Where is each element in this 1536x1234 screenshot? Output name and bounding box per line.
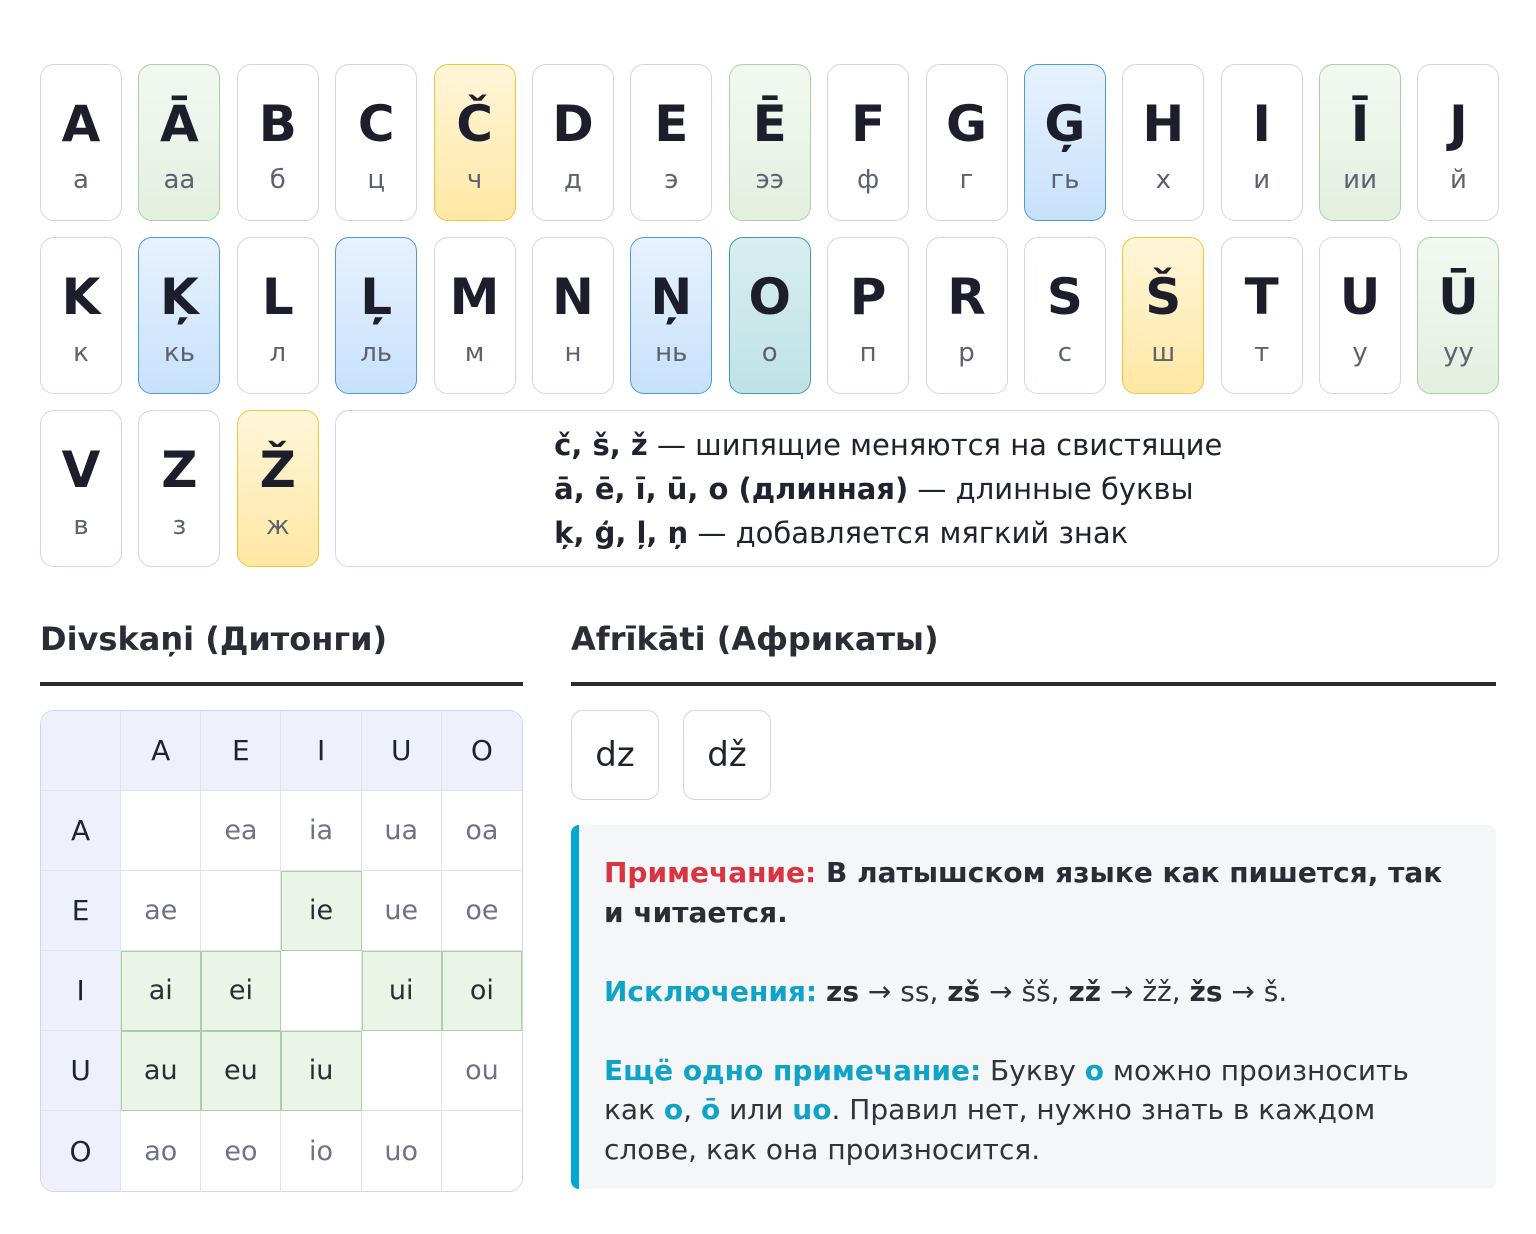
latin-letter: L <box>261 268 294 326</box>
letter-card[interactable] <box>630 237 712 394</box>
letter-card[interactable] <box>1417 237 1499 394</box>
exception-pair: žs <box>1189 974 1223 1008</box>
exception-pair: zž <box>1068 974 1102 1008</box>
latin-letter: Ķ <box>160 268 199 326</box>
diphthong-cell: au <box>121 1031 201 1111</box>
latin-letter: R <box>947 268 986 326</box>
cyrillic-sound: ж <box>266 511 290 541</box>
cyrillic-sound: й <box>1450 165 1467 195</box>
cyrillic-sound: а <box>73 165 89 195</box>
diphthong-cell: ia <box>281 791 361 871</box>
letter-card[interactable] <box>1221 64 1303 221</box>
latin-letter: F <box>851 95 886 153</box>
cyrillic-sound: б <box>269 165 286 195</box>
exception-result: → žž, <box>1101 974 1190 1008</box>
note-box <box>571 825 1496 1189</box>
diphthong-cell: uo <box>362 1111 442 1191</box>
rule-line-long <box>554 470 1193 508</box>
diphthong-cell: iu <box>281 1031 361 1111</box>
cyrillic-sound: ш <box>1151 338 1176 368</box>
note-label: Примечание: <box>604 856 817 889</box>
diphthong-cell <box>442 1111 522 1191</box>
letter-card[interactable] <box>827 237 909 394</box>
cyrillic-sound: д <box>563 165 582 195</box>
letter-card[interactable] <box>237 410 319 567</box>
row-header: A <box>41 791 121 871</box>
affricates-list <box>571 710 771 800</box>
latin-letter: G <box>945 95 988 153</box>
extra-note-label: Ещё одно примечание: <box>604 1053 982 1087</box>
cyrillic-sound: п <box>859 338 877 368</box>
rule-text: — добавляется мягкий знак <box>688 515 1129 550</box>
rule-letters: ķ, ģ, ļ, ņ <box>554 515 689 550</box>
letter-card[interactable] <box>926 64 1008 221</box>
latin-letter: Ē <box>752 95 787 153</box>
letter-card[interactable] <box>1024 64 1106 221</box>
cyrillic-sound: о <box>761 338 778 368</box>
latin-letter: Ļ <box>360 268 393 326</box>
cyrillic-sound: ф <box>857 165 880 195</box>
letter-card[interactable] <box>1122 237 1204 394</box>
diphthong-cell: eu <box>201 1031 281 1111</box>
letter-card[interactable] <box>335 64 417 221</box>
latin-letter: N <box>552 268 594 326</box>
exceptions-paragraph <box>604 972 1456 1012</box>
diphthongs-table <box>40 710 523 1192</box>
latin-letter: T <box>1244 268 1279 326</box>
letter-card[interactable] <box>532 237 614 394</box>
letter-card[interactable] <box>237 237 319 394</box>
latin-letter: Ž <box>259 441 296 499</box>
exception-pair: zš <box>947 974 981 1008</box>
latin-letter: Č <box>456 95 493 153</box>
letter-card[interactable] <box>827 64 909 221</box>
latin-letter: I <box>1252 95 1271 153</box>
diphthong-cell <box>281 951 361 1031</box>
diphthong-cell <box>362 1031 442 1111</box>
affricate-card-dz[interactable]: dz <box>571 710 659 800</box>
note-text: или <box>720 1093 793 1126</box>
latin-letter: P <box>849 268 887 326</box>
letter-card[interactable] <box>237 64 319 221</box>
column-header: A <box>121 711 201 791</box>
diphthong-cell: oi <box>442 951 522 1031</box>
latin-letter: Ņ <box>650 268 693 326</box>
diphthong-cell: ea <box>201 791 281 871</box>
cyrillic-sound: и <box>1253 165 1271 195</box>
exception-pair: zs <box>826 974 859 1008</box>
letter-card[interactable] <box>1319 64 1401 221</box>
cyrillic-sound: р <box>958 338 975 368</box>
letter-grid <box>40 64 1496 567</box>
column-header: E <box>201 711 281 791</box>
cyrillic-sound: ль <box>360 338 393 368</box>
latin-letter: S <box>1046 268 1083 326</box>
exception-result: → š. <box>1222 974 1288 1008</box>
diphthong-cell: oe <box>442 871 522 951</box>
latin-letter: H <box>1142 95 1185 153</box>
latin-letter: A <box>61 95 101 153</box>
diphthong-cell <box>121 791 201 871</box>
extra-note-paragraph <box>604 1051 1456 1170</box>
column-header: O <box>442 711 522 791</box>
latin-letter: C <box>357 95 395 153</box>
letter-card[interactable] <box>138 237 220 394</box>
cyrillic-sound: ч <box>466 165 483 195</box>
diphthong-cell: eo <box>201 1111 281 1191</box>
latin-letter: Ī <box>1350 95 1370 153</box>
letter-card[interactable] <box>40 237 122 394</box>
latin-letter: M <box>449 268 500 326</box>
affricates-title: Afrīkāti (Африкаты) <box>571 620 1496 686</box>
cyrillic-sound: м <box>464 338 485 368</box>
letter-card[interactable] <box>1024 237 1106 394</box>
row-header: O <box>41 1111 121 1191</box>
diphthong-cell: ao <box>121 1111 201 1191</box>
note-text: В латышском языке как пишется, так и читается. <box>604 856 1443 929</box>
letter-card[interactable] <box>1319 237 1401 394</box>
rule-letters: ā, ē, ī, ū, o (длинная) <box>554 471 909 506</box>
column-header: U <box>362 711 442 791</box>
note-text: , <box>683 1093 701 1126</box>
diphthong-cell: ae <box>121 871 201 951</box>
diphthong-cell: ei <box>201 951 281 1031</box>
note-text: . Правил нет, нужно знать в каждом слове, как она произносится. <box>604 1093 1376 1166</box>
letter-card[interactable] <box>532 64 614 221</box>
cyrillic-sound: ц <box>367 165 386 195</box>
cyrillic-sound: х <box>1155 165 1171 195</box>
row-header: I <box>41 951 121 1031</box>
diphthong-cell: ou <box>442 1031 522 1111</box>
diphthong-cell: ue <box>362 871 442 951</box>
diphthong-cell: oa <box>442 791 522 871</box>
cyrillic-sound: к <box>73 338 89 368</box>
cyrillic-sound: л <box>269 338 287 368</box>
cyrillic-sound: ии <box>1343 165 1377 195</box>
row-header: E <box>41 871 121 951</box>
diphthong-cell: io <box>281 1111 361 1191</box>
highlighted-letter: uo <box>792 1093 832 1126</box>
letter-card[interactable] <box>138 410 220 567</box>
latin-letter: B <box>258 95 297 153</box>
latin-letter: Š <box>1145 268 1182 326</box>
latin-letter: Z <box>161 441 198 499</box>
letter-card[interactable] <box>434 64 516 221</box>
rules-card <box>335 410 1499 567</box>
rule-line-soft <box>554 514 1128 552</box>
latin-letter: V <box>61 441 101 499</box>
latin-letter: O <box>748 268 791 326</box>
letter-card[interactable] <box>729 237 811 394</box>
letter-card[interactable] <box>40 410 122 567</box>
column-header: I <box>281 711 361 791</box>
cyrillic-sound: ээ <box>755 165 784 195</box>
table-corner <box>41 711 121 791</box>
cyrillic-sound: нь <box>655 338 688 368</box>
latin-letter: K <box>61 268 101 326</box>
latin-letter: J <box>1449 95 1468 153</box>
letter-card[interactable] <box>40 64 122 221</box>
letter-card[interactable] <box>1417 64 1499 221</box>
cyrillic-sound: н <box>564 338 582 368</box>
exceptions-label: Исключения: <box>604 974 818 1008</box>
diphthong-cell <box>201 871 281 951</box>
cyrillic-sound: в <box>73 511 89 541</box>
letter-card[interactable] <box>729 64 811 221</box>
exception-result: → šš, <box>980 974 1069 1008</box>
diphthong-cell: ui <box>362 951 442 1031</box>
latin-letter: U <box>1339 268 1381 326</box>
rule-text: — шипящие меняются на свистящие <box>647 427 1223 462</box>
letter-card[interactable] <box>335 237 417 394</box>
letter-card[interactable] <box>434 237 516 394</box>
latin-letter: Ā <box>160 95 199 153</box>
cyrillic-sound: аа <box>163 165 196 195</box>
rule-letters: č, š, ž <box>554 427 648 462</box>
latin-letter: D <box>552 95 594 153</box>
cyrillic-sound: т <box>1254 338 1270 368</box>
cyrillic-sound: уу <box>1443 338 1474 368</box>
letter-card[interactable] <box>926 237 1008 394</box>
letter-card[interactable] <box>138 64 220 221</box>
note-text: Букву <box>981 1053 1085 1087</box>
letter-card[interactable] <box>1122 64 1204 221</box>
affricate-card-dzh[interactable]: dž <box>683 710 771 800</box>
cyrillic-sound: с <box>1057 338 1073 368</box>
letter-card[interactable] <box>1221 237 1303 394</box>
cyrillic-sound: у <box>1352 338 1368 368</box>
rule-text: — длинные буквы <box>908 471 1194 506</box>
cyrillic-sound: гь <box>1050 165 1080 195</box>
highlighted-letter: ō <box>700 1093 721 1126</box>
cyrillic-sound: кь <box>163 338 195 368</box>
cyrillic-sound: э <box>664 165 679 195</box>
note-text: можно произносить как <box>604 1053 1409 1126</box>
diphthong-cell: ai <box>121 951 201 1031</box>
diphthongs-title: Divskaņi (Дитонги) <box>40 620 523 686</box>
cyrillic-sound: г <box>959 165 974 195</box>
alphabet-section <box>40 64 1496 567</box>
latin-letter: E <box>654 95 689 153</box>
diphthong-cell: ie <box>281 871 361 951</box>
exception-result: → ss, <box>859 974 948 1008</box>
note-paragraph-main <box>604 853 1456 932</box>
highlighted-letter: o <box>663 1093 684 1126</box>
cyrillic-sound: з <box>172 511 187 541</box>
diphthong-cell: ua <box>362 791 442 871</box>
row-header: U <box>41 1031 121 1111</box>
latin-letter: Ģ <box>1044 95 1086 153</box>
rule-line-hushing <box>554 426 1222 464</box>
letter-card[interactable] <box>630 64 712 221</box>
latin-letter: Ū <box>1438 268 1479 326</box>
highlighted-letter: o <box>1084 1053 1104 1087</box>
